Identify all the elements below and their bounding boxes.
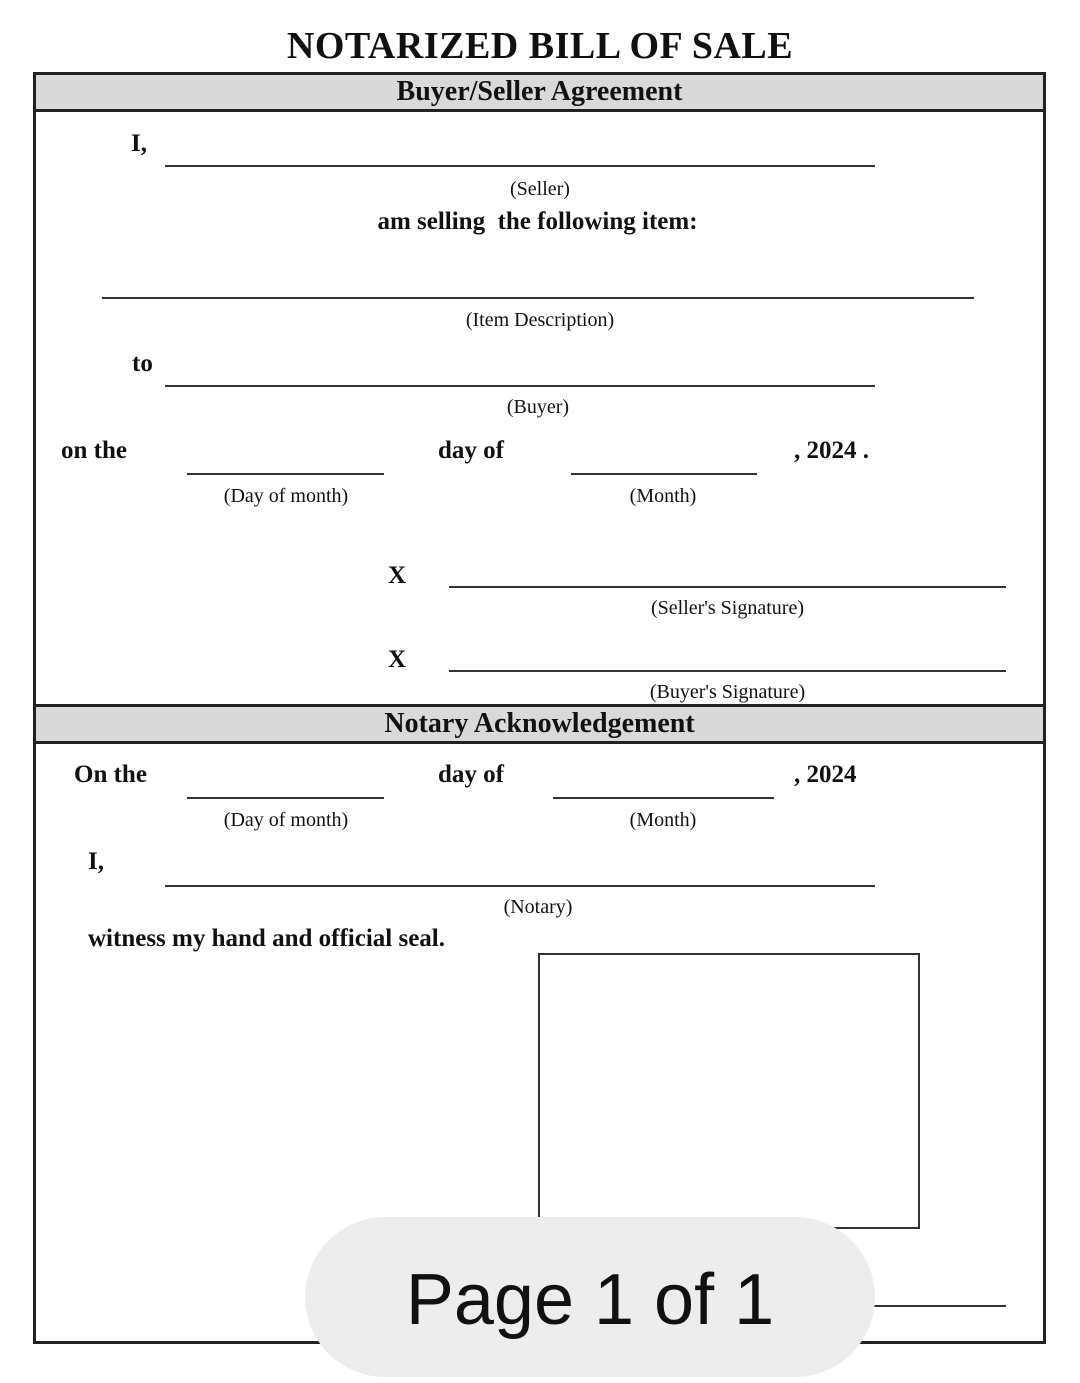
item-description-line[interactable] bbox=[102, 297, 974, 299]
seller-signature-line[interactable] bbox=[449, 586, 1006, 588]
day-of-label: day of bbox=[438, 437, 504, 464]
notary-month-caption: (Month) bbox=[629, 809, 697, 831]
buyer-name-line[interactable] bbox=[165, 385, 875, 387]
page-indicator: Page 1 of 1 bbox=[305, 1217, 875, 1377]
item-description-caption: (Item Description) bbox=[465, 309, 615, 331]
sale-year-text: , 2024 . bbox=[794, 437, 869, 464]
seller-prefix-label: I, bbox=[131, 130, 147, 157]
buyer-caption: (Buyer) bbox=[506, 396, 570, 418]
buyer-signature-line[interactable] bbox=[449, 670, 1006, 672]
buyer-signature-caption: (Buyer's Signature) bbox=[649, 681, 806, 703]
seller-sign-x-mark: X bbox=[388, 562, 407, 589]
notary-month-line[interactable] bbox=[553, 797, 774, 799]
document-title: NOTARIZED BILL OF SALE bbox=[286, 25, 794, 67]
sale-month-line[interactable] bbox=[571, 473, 757, 475]
seller-signature-caption: (Seller's Signature) bbox=[650, 597, 804, 619]
section-header-notary: Notary Acknowledgement bbox=[36, 704, 1043, 744]
notary-year-text: , 2024 bbox=[794, 761, 857, 788]
to-label: to bbox=[132, 350, 153, 377]
notary-on-the-label: On the bbox=[74, 761, 147, 788]
witness-statement: witness my hand and official seal. bbox=[88, 925, 445, 952]
notary-day-line[interactable] bbox=[187, 797, 384, 799]
seller-caption: (Seller) bbox=[510, 178, 570, 200]
notary-day-caption: (Day of month) bbox=[223, 809, 349, 831]
notary-signature-line[interactable] bbox=[862, 1305, 1006, 1307]
sale-day-caption: (Day of month) bbox=[223, 485, 349, 507]
notary-caption: (Notary) bbox=[503, 896, 573, 918]
notary-prefix-label: I, bbox=[88, 848, 104, 875]
notary-name-line[interactable] bbox=[165, 885, 875, 887]
selling-statement: am selling the following item: bbox=[377, 208, 698, 235]
seller-name-line[interactable] bbox=[165, 165, 875, 167]
notary-day-of-label: day of bbox=[438, 761, 504, 788]
on-the-label: on the bbox=[61, 437, 127, 464]
notary-seal-box[interactable] bbox=[538, 953, 920, 1229]
buyer-sign-x-mark: X bbox=[388, 646, 407, 673]
section-header-agreement: Buyer/Seller Agreement bbox=[36, 72, 1043, 112]
sale-month-caption: (Month) bbox=[629, 485, 697, 507]
sale-day-line[interactable] bbox=[187, 473, 384, 475]
